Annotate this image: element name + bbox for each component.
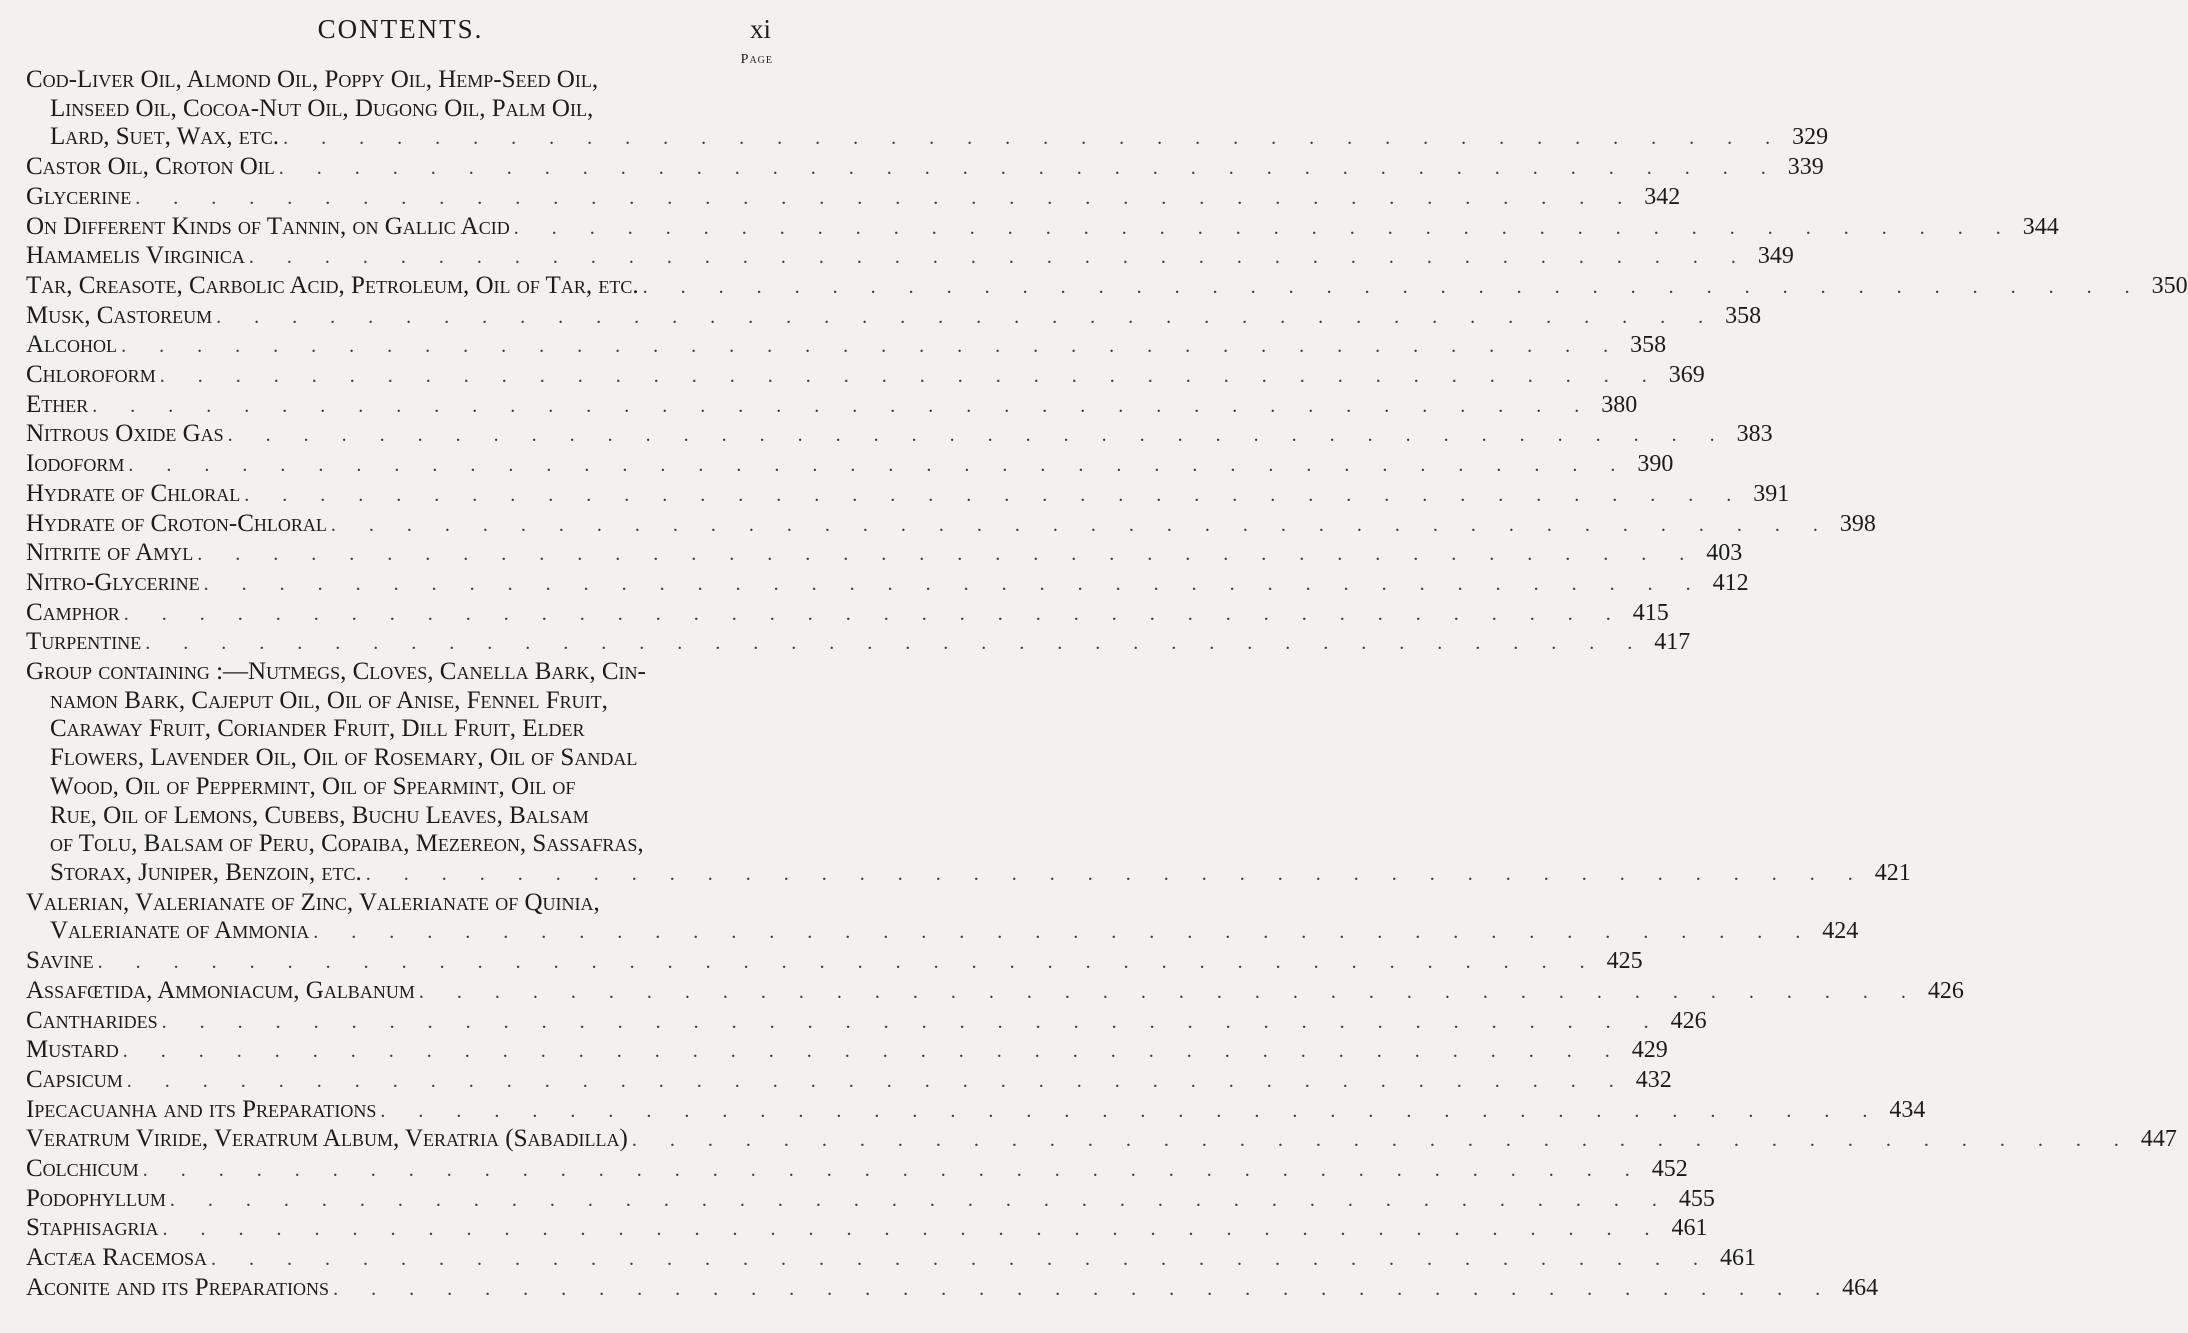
toc-entry-title: Lard, Suet, Wax, etc. — [50, 123, 280, 151]
toc-entry-title: Assafœtida, Ammoniacum, Galbanum — [26, 976, 415, 1004]
dot-leader: . . . . . . . . . . . . . . . . . . . . . . . . . . . . . . . . . . . . . . . . — [513, 216, 2015, 239]
toc-entry-title: Hydrate of Croton-Chloral — [26, 509, 327, 537]
dot-leader: . . . . . . . . . . . . . . . . . . . . . . . . . . . . . . . . . . . . . . . . — [330, 513, 1832, 536]
toc-page-number: 391 — [1753, 480, 1790, 507]
toc-entry-line — [26, 331, 1667, 361]
toc-entry — [26, 212, 2059, 243]
toc-page-number: 461 — [1720, 1245, 1756, 1272]
toc-page-number: 425 — [1606, 948, 1643, 975]
toc-entry-line — [26, 568, 1749, 599]
dot-leader: . . . . . . . . . . . . . . . . . . . . . . . . . . . . . . . . . . . . . . . . — [244, 483, 1746, 506]
toc-entry — [26, 947, 1643, 977]
toc-entry — [26, 888, 1859, 947]
toc-entry-line — [26, 390, 1638, 421]
toc-entry-line — [26, 420, 1773, 450]
dot-leader: . . . . . . . . . . . . . . . . . . . . . . . . . . . . . . . . . . . . . . . . — [162, 1218, 1664, 1241]
dot-leader: . . . . . . . . . . . . . . . . . . . . . . . . . . . . . . . . . . . . . . . . — [365, 862, 1867, 885]
toc-page-number: 380 — [1601, 391, 1638, 418]
dot-leader: . . . . . . . . . . . . . . . . . . . . . . . . . . . . . . . . . . . . . . . . — [145, 632, 1647, 655]
toc-entry-title: Staphisagria — [26, 1214, 159, 1242]
toc-entry-line — [26, 182, 1681, 213]
dot-leader: . . . . . . . . . . . . . . . . . . . . . . . . . . . . . . . . . . . . . . . . — [135, 186, 1637, 209]
dot-leader: . . . . . . . . . . . . . . . . . . . . . . . . . . . . . . . . . . . . . . . . — [313, 921, 1815, 944]
toc-entry-line — [26, 123, 1829, 153]
dot-leader: . . . . . . . . . . . . . . . . . . . . . . . . . . . . . . . . . . . . . . . . — [211, 1248, 1712, 1271]
toc-entry-line — [26, 1036, 1668, 1066]
toc-entry-title: Ether — [26, 390, 89, 418]
toc-entry — [26, 1214, 1708, 1244]
toc-entry-title: Hamamelis Virginica — [26, 242, 245, 270]
toc-page-number: 358 — [1725, 302, 1762, 329]
dot-leader: . . . . . . . . . . . . . . . . . . . . . . . . . . . . . . . . . . . . . . . . — [123, 602, 1625, 625]
toc-entry-title: Cod-Liver Oil, Almond Oil, Poppy Oil, Hemp-Seed Oil, — [26, 66, 599, 93]
toc-entry-line — [26, 917, 1859, 947]
toc-entry-line — [26, 153, 1824, 183]
toc-entry-line — [26, 947, 1643, 977]
dot-leader: . . . . . . . . . . . . . . . . . . . . . . . . . . . . . . . . . . . . . . . . — [161, 1010, 1663, 1033]
toc-entry-line — [26, 976, 1964, 1007]
toc-entry-title: Nitrite of Amyl — [26, 539, 194, 567]
toc-entry — [26, 598, 1669, 629]
dot-leader: . . . . . . . . . . . . . . . . . . . . . . . . . . . . . . . . . . . . . . . . — [278, 157, 1780, 180]
dot-leader: . . . . . . . . . . . . . . . . . . . . . . . . . . . . . . . . . . . . . . . . — [418, 980, 1920, 1003]
toc-entry-line — [26, 1184, 1715, 1215]
page-header — [0, 14, 801, 48]
toc-entry-line — [26, 1244, 1756, 1274]
toc-page-number: 350 — [2151, 272, 2188, 299]
toc-entry — [26, 539, 1743, 569]
toc-entry-title: Iodoform — [26, 450, 125, 478]
toc-entry-title: Storax, Juniper, Benzoin, etc. — [50, 858, 362, 886]
toc-page-number: 358 — [1630, 332, 1667, 359]
toc-entry-line — [26, 858, 1911, 889]
toc-entry-title: Capsicum — [26, 1065, 123, 1093]
toc-entry — [26, 976, 1964, 1007]
toc-page-number: 349 — [1757, 243, 1794, 270]
toc-entry-title: Castor Oil, Croton Oil — [26, 153, 275, 181]
toc-entry — [26, 153, 1824, 183]
toc-entry — [26, 658, 1911, 889]
toc-entry — [26, 1155, 1688, 1185]
toc-entry-title: namon Bark, Cajeput Oil, Oil of Anise, Fennel Fruit, — [50, 686, 608, 714]
dot-leader: . . . . . . . . . . . . . . . . . . . . . . . . . . . . . . . . . . . . . . . . — [197, 543, 1699, 566]
dot-leader: . . . . . . . . . . . . . . . . . . . . . . . . . . . . . . . . . . . . . . . . — [169, 1188, 1671, 1211]
toc-page-number: 447 — [2140, 1126, 2177, 1153]
toc-page-number: 398 — [1839, 510, 1876, 537]
toc-entry-line — [26, 598, 1669, 629]
dot-leader: . . . . . . . . . . . . . . . . . . . . . . . . . . . . . . . . . . . . . . . . — [333, 1277, 1835, 1300]
toc-entry-title: Glycerine — [26, 182, 132, 210]
toc-entry-title: Wood, Oil of Peppermint, Oil of Spearmint, Oil of — [50, 772, 576, 800]
toc-entry-title: Flowers, Lavender Oil, Oil of Rosemary, Oil of Sandal — [50, 744, 638, 772]
toc-entry-title: Tar, Creasote, Carbolic Acid, Petroleum, Oil of Tar, etc. — [26, 271, 639, 299]
toc-entry — [26, 242, 1794, 272]
dot-leader: . . . . . . . . . . . . . . . . . . . . . . . . . . . . . . . . . . . . . . . . — [128, 454, 1630, 477]
toc-entry-line — [26, 1095, 1926, 1126]
toc-entry-line — [26, 301, 1762, 332]
toc-entry — [26, 628, 1691, 658]
toc-entry-line — [26, 361, 1705, 391]
dot-leader: . . . . . . . . . . . . . . . . . . . . . . . . . . . . . . . . . . . . . . . . — [631, 1129, 2133, 1152]
toc-entry-title: Savine — [26, 947, 94, 975]
toc-entry-line — [26, 242, 1794, 272]
toc-page-number: 403 — [1706, 540, 1743, 567]
page-column-label: Page — [740, 52, 773, 67]
toc-entry — [26, 450, 1674, 480]
toc-page-number: 339 — [1787, 154, 1824, 181]
dot-leader: . . . . . . . . . . . . . . . . . . . . . . . . . . . . . . . . . . . . . . . . — [92, 394, 1594, 417]
toc-entry-line — [26, 509, 1876, 540]
toc-entry-line — [26, 1006, 1707, 1037]
toc-page-number: 429 — [1631, 1037, 1668, 1064]
toc-entry — [26, 331, 1667, 361]
toc-page-number: 383 — [1736, 421, 1773, 448]
toc-entry-line — [26, 450, 1674, 480]
toc-entry — [26, 301, 1762, 332]
toc-entry — [26, 182, 1681, 213]
toc-entry — [26, 1184, 1715, 1215]
toc-entry-title: Alcohol — [26, 331, 118, 359]
toc-entry — [26, 361, 1705, 391]
toc-page-number: 464 — [1842, 1274, 1879, 1301]
toc-entry-line — [26, 1214, 1708, 1244]
toc-entry-title: Rue, Oil of Lemons, Cubebs, Buchu Leaves, Balsam — [50, 801, 589, 829]
toc-entry-title: Camphor — [26, 598, 120, 626]
toc-entry-title: Colchicum — [26, 1155, 139, 1183]
toc-entry-line — [26, 1155, 1688, 1185]
toc-entry — [26, 1125, 2177, 1155]
toc-entry — [26, 1065, 1672, 1096]
toc-entry-title: Group containing :—Nutmegs, Cloves, Canella Bark, Cin- — [26, 658, 646, 686]
toc-entry — [26, 509, 1876, 540]
toc-entry — [26, 479, 1790, 510]
dot-leader: . . . . . . . . . . . . . . . . . . . . . . . . . . . . . . . . . . . . . . . . — [159, 365, 1661, 388]
toc-page-number: 434 — [1889, 1096, 1926, 1123]
toc-page-number: 369 — [1668, 362, 1705, 389]
toc-entry — [26, 1244, 1756, 1274]
dot-leader: . . . . . . . . . . . . . . . . . . . . . . . . . . . . . . . . . . . . . . . . — [121, 335, 1623, 358]
toc-entry-line — [26, 1273, 1879, 1304]
toc-page-number: 421 — [1874, 859, 1911, 886]
toc-entry — [26, 420, 1773, 450]
toc-page-number: 455 — [1678, 1185, 1715, 1212]
toc-page-number: 461 — [1671, 1215, 1708, 1242]
toc-entry-title: Ipecacuanha and its Preparations — [26, 1095, 377, 1123]
toc-entry — [26, 1273, 1879, 1304]
dot-leader: . . . . . . . . . . . . . . . . . . . . . . . . . . . . . . . . . . . . . . . . — [642, 275, 2144, 298]
toc-entry-title: Actæa Racemosa — [26, 1244, 207, 1272]
dot-leader: . . . . . . . . . . . . . . . . . . . . . . . . . . . . . . . . . . . . . . . . — [216, 305, 1718, 328]
toc-entry-line — [26, 628, 1691, 658]
dot-leader: . . . . . . . . . . . . . . . . . . . . . . . . . . . . . . . . . . . . . . . . — [380, 1099, 1882, 1122]
toc-entry-line — [26, 539, 1743, 569]
toc-entry-title: Chloroform — [26, 361, 156, 389]
contents-list — [26, 66, 2188, 1304]
toc-entry-line — [26, 1125, 2177, 1155]
toc-page-number: 415 — [1632, 599, 1669, 626]
toc-page-number: 390 — [1637, 451, 1674, 478]
toc-entry-title: Caraway Fruit, Coriander Fruit, Dill Fruit, Elder — [50, 715, 585, 743]
toc-entry — [26, 271, 2188, 302]
toc-page-number: 344 — [2022, 213, 2059, 240]
page-number: xi — [749, 14, 771, 44]
toc-page-number: 424 — [1822, 918, 1859, 945]
toc-page-number: 342 — [1644, 183, 1681, 210]
dot-leader: . . . . . . . . . . . . . . . . . . . . . . . . . . . . . . . . . . . . . . . . — [203, 572, 1705, 595]
dot-leader: . . . . . . . . . . . . . . . . . . . . . . . . . . . . . . . . . . . . . . . . — [248, 246, 1750, 269]
toc-entry-title: Veratrum Viride, Veratrum Album, Veratria (Sabadilla) — [26, 1125, 628, 1153]
toc-page-number: 432 — [1635, 1066, 1672, 1093]
toc-entry-line — [26, 271, 2188, 302]
toc-entry-title: Mustard — [26, 1036, 119, 1064]
toc-page-number: 426 — [1670, 1007, 1707, 1034]
dot-leader: . . . . . . . . . . . . . . . . . . . . . . . . . . . . . . . . . . . . . . . . — [142, 1159, 1644, 1182]
toc-entry-line — [26, 1065, 1672, 1096]
toc-entry-line — [26, 212, 2059, 243]
toc-entry — [26, 1006, 1707, 1037]
toc-entry-title: Turpentine — [26, 628, 142, 656]
toc-entry-title: Hydrate of Chloral — [26, 479, 241, 507]
dot-leader: . . . . . . . . . . . . . . . . . . . . . . . . . . . . . . . . . . . . . . . . — [122, 1040, 1624, 1063]
toc-entry — [26, 66, 1829, 153]
toc-page-number: 329 — [1792, 124, 1829, 151]
toc-entry-title: Musk, Castoreum — [26, 301, 213, 329]
toc-entry — [26, 1095, 1926, 1126]
toc-page-number: 412 — [1712, 569, 1749, 596]
dot-leader: . . . . . . . . . . . . . . . . . . . . . . . . . . . . . . . . . . . . . . . . — [126, 1069, 1628, 1092]
toc-entry-title: of Tolu, Balsam of Peru, Copaiba, Mezereon, Sassafras, — [50, 830, 644, 858]
toc-page-number: 417 — [1654, 629, 1691, 656]
toc-page-number: 452 — [1651, 1156, 1688, 1183]
toc-entry-title: On Different Kinds of Tannin, on Gallic Acid — [26, 212, 510, 240]
toc-page-number: 426 — [1927, 977, 1964, 1004]
toc-entry-line — [26, 479, 1790, 510]
dot-leader: . . . . . . . . . . . . . . . . . . . . . . . . . . . . . . . . . . . . . . . . — [227, 424, 1729, 447]
toc-entry — [26, 1036, 1668, 1066]
toc-entry-title: Nitrous Oxide Gas — [26, 420, 224, 448]
toc-entry-title: Linseed Oil, Cocoa-Nut Oil, Dugong Oil, Palm Oil, — [50, 94, 594, 122]
toc-entry-title: Cantharides — [26, 1006, 158, 1034]
dot-leader: . . . . . . . . . . . . . . . . . . . . . . . . . . . . . . . . . . . . . . . . — [283, 127, 1785, 150]
toc-entry-title: Nitro-Glycerine — [26, 568, 200, 596]
dot-leader: . . . . . . . . . . . . . . . . . . . . . . . . . . . . . . . . . . . . . . . . — [97, 951, 1599, 974]
toc-entry-title: Aconite and its Preparations — [26, 1273, 330, 1301]
toc-entry-title: Valerianate of Ammonia — [50, 917, 310, 945]
running-title: CONTENTS. — [317, 14, 484, 44]
toc-entry-title: Valerian, Valerianate of Zinc, Valerianate of Quinia, — [26, 888, 600, 916]
toc-entry — [26, 568, 1749, 599]
toc-entry — [26, 390, 1638, 421]
toc-entry-title: Podophyllum — [26, 1184, 166, 1212]
